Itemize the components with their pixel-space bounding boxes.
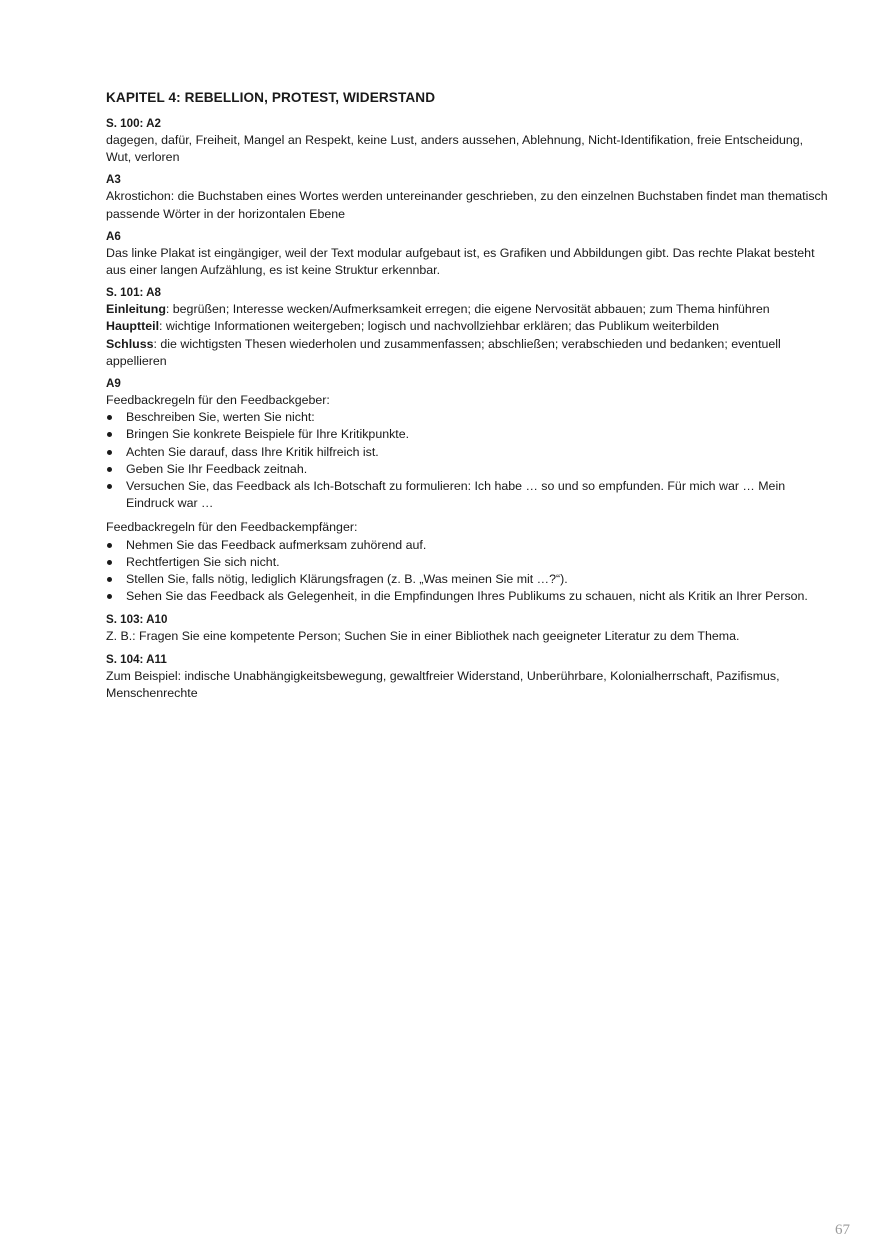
bullet-dot-icon bbox=[107, 484, 112, 489]
section-heading: S. 100: A2 bbox=[106, 117, 161, 130]
bullet-dot-icon bbox=[107, 432, 112, 437]
list-item-text: Bringen Sie konkrete Beispiele für Ihre Kritikpunkte. bbox=[126, 427, 410, 442]
section-text: Akrostichon: die Buchstaben eines Wortes werden untereinander geschrieben, zu den einzelnen Buchstaben findet man thematisch passende Wörter in der horizontalen Ebene bbox=[106, 189, 828, 221]
bullet-dot-icon bbox=[107, 467, 112, 472]
list-item bbox=[106, 588, 828, 605]
section-heading: A6 bbox=[106, 229, 121, 243]
list-item-text: Geben Sie Ihr Feedback zeitnah. bbox=[126, 461, 308, 476]
section-s101-a8 bbox=[106, 285, 828, 370]
hauptteil-text: : wichtige Informationen weitergeben; logisch und nachvollziehbar erklären; das Publikum weiterbilden bbox=[159, 319, 719, 334]
list-item bbox=[106, 409, 828, 426]
list-item bbox=[106, 554, 828, 571]
hauptteil-label: Hauptteil bbox=[106, 319, 160, 334]
list-item bbox=[106, 537, 828, 554]
bullet-dot-icon bbox=[107, 577, 112, 582]
list-item-text: Sehen Sie das Feedback als Gelegenheit, in die Empfindungen Ihres Publikums zu schauen, nicht als Kritik an Ihrer Person. bbox=[126, 589, 808, 604]
list-item-text: Achten Sie darauf, dass Ihre Kritik hilfreich ist. bbox=[126, 444, 379, 459]
section-text: dagegen, dafür, Freiheit, Mangel an Respekt, keine Lust, anders aussehen, Ablehnung, Nicht-Identifikation, freie Entscheidung, Wut, verloren bbox=[106, 133, 804, 165]
list-item-text: Versuchen Sie, das Feedback als Ich-Botschaft zu formulieren: Ich habe … so und so empfunden. Für mich war … Mein Eindruck war … bbox=[126, 479, 786, 511]
schluss-text: : die wichtigsten Thesen wiederholen und zusammenfassen; abschließen; verabschieden und bedanken; eventuell appellieren bbox=[106, 336, 781, 368]
list-item bbox=[106, 571, 828, 588]
receiver-intro: Feedbackregeln für den Feedbackempfänger: bbox=[106, 520, 358, 535]
section-a9 bbox=[106, 376, 828, 605]
einleitung-label: Einleitung bbox=[106, 302, 166, 317]
bullet-dot-icon bbox=[107, 594, 112, 599]
section-s104-a11 bbox=[106, 652, 828, 702]
section-text: Das linke Plakat ist eingängiger, weil der Text modular aufgebaut ist, es Grafiken und Abbildungen gibt. Das rechte Plakat besteht aus einer langen Aufzählung, es ist keine Struktur erkennbar. bbox=[106, 245, 815, 278]
section-text-schluss bbox=[106, 336, 828, 370]
section-heading: S. 103: A10 bbox=[106, 613, 168, 627]
section-s100-a2 bbox=[106, 116, 828, 166]
section-text: Zum Beispiel: indische Unabhängigkeitsbewegung, gewaltfreier Widerstand, Unberührbare, Kolonialherrschaft, Pazifismus, Menschenrechte bbox=[106, 668, 780, 700]
section-a6 bbox=[106, 229, 828, 279]
bullet-dot-icon bbox=[107, 415, 112, 420]
list-item bbox=[106, 461, 828, 478]
bullet-dot-icon bbox=[107, 450, 112, 455]
section-text-einleitung-hauptteil bbox=[106, 301, 828, 335]
schluss-label: Schluss bbox=[106, 336, 154, 351]
section-heading: A3 bbox=[106, 173, 121, 187]
list-item bbox=[106, 478, 828, 512]
list-item-text: Rechtfertigen Sie sich nicht. bbox=[126, 554, 280, 569]
giver-intro: Feedbackregeln für den Feedbackgeber: bbox=[106, 393, 330, 408]
section-heading: S. 101: A8 bbox=[106, 286, 161, 300]
section-s103-a10 bbox=[106, 612, 828, 645]
chapter-title: KAPITEL 4: REBELLION, PROTEST, WIDERSTAND bbox=[106, 90, 436, 105]
receiver-list bbox=[106, 537, 828, 606]
bullet-dot-icon bbox=[107, 543, 112, 548]
giver-list bbox=[106, 409, 828, 512]
list-item bbox=[106, 426, 828, 443]
list-item-text: Stellen Sie, falls nötig, lediglich Klärungsfragen (z. B. „Was meinen Sie mit …?“). bbox=[126, 572, 568, 587]
list-item-text: Beschreiben Sie, werten Sie nicht: bbox=[126, 410, 315, 425]
section-heading: S. 104: A11 bbox=[106, 652, 167, 666]
section-a3 bbox=[106, 172, 828, 222]
bullet-dot-icon bbox=[107, 560, 112, 565]
list-item-text: Nehmen Sie das Feedback aufmerksam zuhörend auf. bbox=[126, 537, 427, 552]
page-content bbox=[106, 89, 828, 708]
section-heading: A9 bbox=[106, 377, 121, 391]
einleitung-text: : begrüßen; Interesse wecken/Aufmerksamkeit erregen; die eigene Nervosität abbauen; zum Thema hinführen bbox=[165, 302, 770, 317]
list-item bbox=[106, 444, 828, 461]
page-number: 67 bbox=[835, 1222, 850, 1238]
section-text: Z. B.: Fragen Sie eine kompetente Person; Suchen Sie in einer Bibliothek nach geeigneter Literatur zu dem Thema. bbox=[106, 629, 740, 644]
